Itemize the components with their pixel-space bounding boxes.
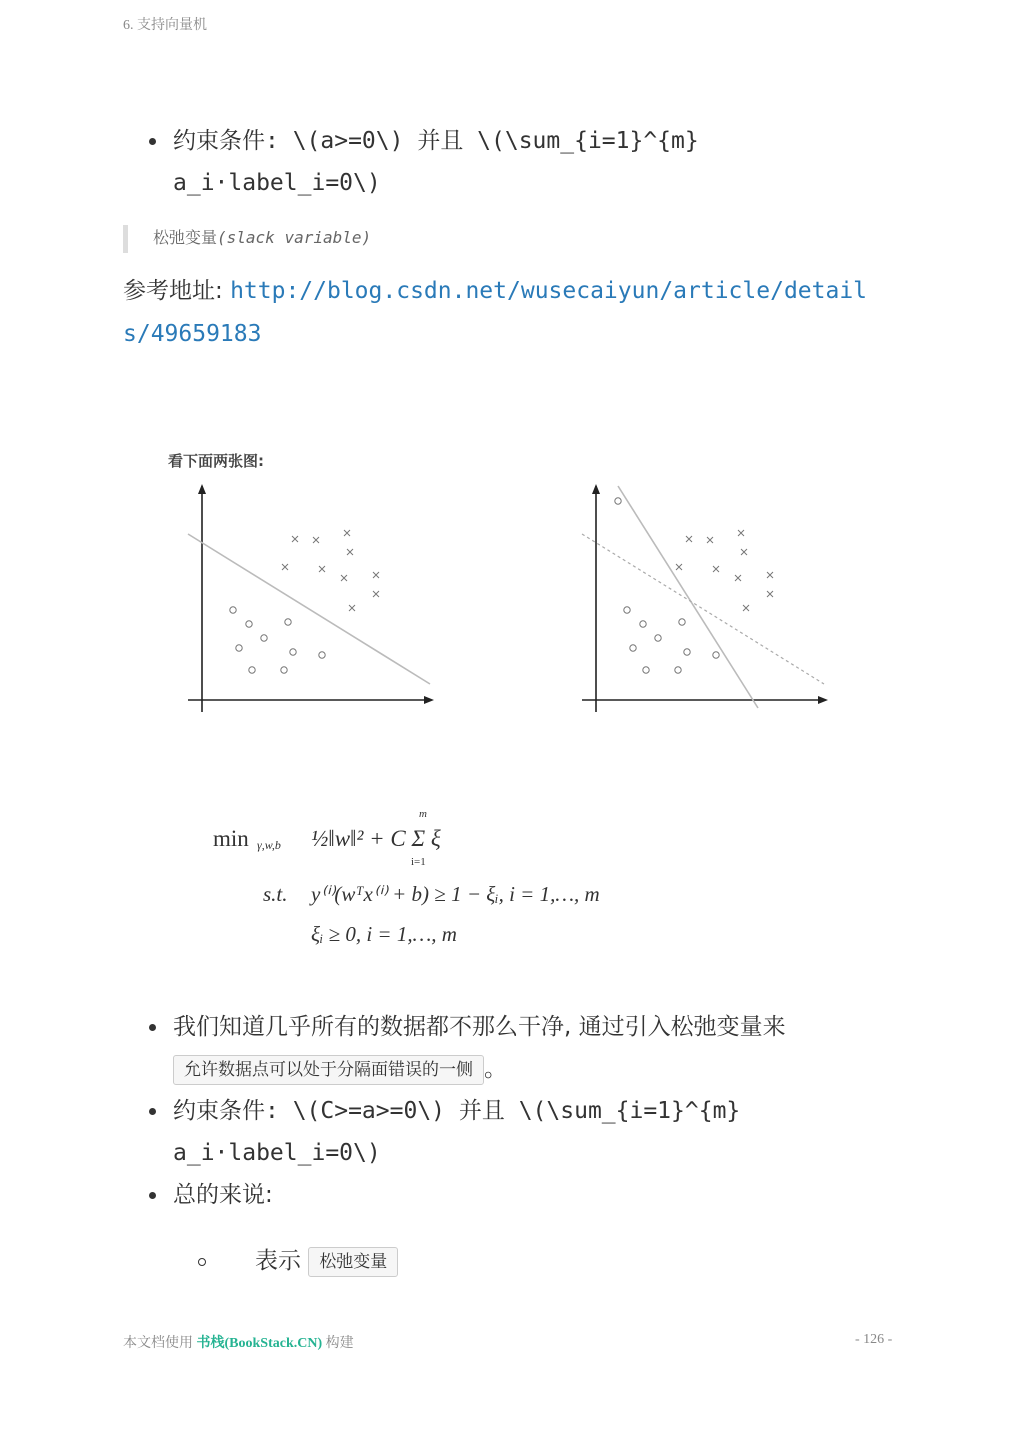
bullet-dot-icon [149,1024,156,1031]
sentence-end: 。 [484,1056,507,1082]
bullet-dot-icon [149,1192,156,1199]
list-item [173,1090,893,1174]
constraint-text: 约束条件: \(C>=a>=0\) 并且 \(\sum_{i=1}^{m} a_i·label_i=0\) [173,1098,741,1166]
footer-prefix: 本文档使用 [123,1336,193,1351]
bullet-ring-icon [198,1258,206,1266]
bullet-dot-icon [149,1108,156,1115]
inline-code-tag: 允许数据点可以处于分隔面错误的一侧 [173,1055,484,1085]
left-separator-line [188,534,430,684]
reference-label: 参考地址: [123,278,223,304]
quote-text-cn: 松弛变量 [153,228,218,247]
scatter-plots-image [160,440,840,730]
formula-min-subscript: γ,w,b [257,838,281,852]
quote-text-en: (slack variable) [217,228,372,247]
left-crosses [282,530,379,611]
sub-item-text: 表示 [255,1248,301,1274]
formula-constraint-1: y⁽ⁱ⁾(wᵀx⁽ⁱ⁾ + b) ≥ 1 − ξᵢ, i = 1,…, m [311,882,600,906]
list-item [173,1006,893,1090]
footer-brand-link[interactable]: 书栈(BookStack.CN) [196,1336,323,1351]
formula-objective: ½‖w‖² + C Σ ξ [311,826,441,851]
constraint-text: 约束条件: \(a>=0\) 并且 \(\sum_{i=1}^{m} a_i·label_i=0\) [173,128,699,196]
formula-sum-top: m [419,808,427,820]
blockquote-slack-variable [123,225,371,253]
formula-st-label: s.t. [263,882,288,906]
constraint-list [173,120,763,204]
reference-paragraph [123,270,893,356]
running-head: 6. 支持向量机 [123,18,207,33]
right-y-arrow-icon [592,484,600,494]
soft-margin-formula [205,800,665,960]
summary-heading: 总的来说: [173,1182,273,1208]
left-plot [188,484,434,712]
page-number: - 126 - [855,1332,893,1347]
svm-figure [160,440,840,730]
summary-list [173,1006,893,1216]
left-y-arrow-icon [198,484,206,494]
left-circles [230,607,325,673]
footer-suffix: 构建 [325,1336,354,1351]
right-x-arrow-icon [818,696,828,704]
slack-intro-text: 我们知道几乎所有的数据都不那么干净, 通过引入松弛变量来 [173,1014,786,1040]
formula-constraint-2: ξᵢ ≥ 0, i = 1,…, m [311,922,457,946]
right-plot [582,484,828,712]
footer-credit [123,1332,354,1352]
right-crosses [676,530,773,611]
list-item [173,1174,893,1216]
bullet-dot-icon [149,138,156,145]
formula-min: min [213,826,249,851]
formula-sum-bottom: i=1 [411,856,426,868]
inline-code-tag: 松弛变量 [308,1247,398,1277]
left-x-arrow-icon [424,696,434,704]
list-item [173,120,763,204]
right-solid-separator [618,486,758,708]
right-dashed-separator [582,534,824,684]
right-circles [615,498,719,673]
reference-link[interactable]: http://blog.csdn.net/wusecaiyun/article/details/49659183 [123,278,868,347]
figure-caption: 看下面两张图: [168,452,264,470]
